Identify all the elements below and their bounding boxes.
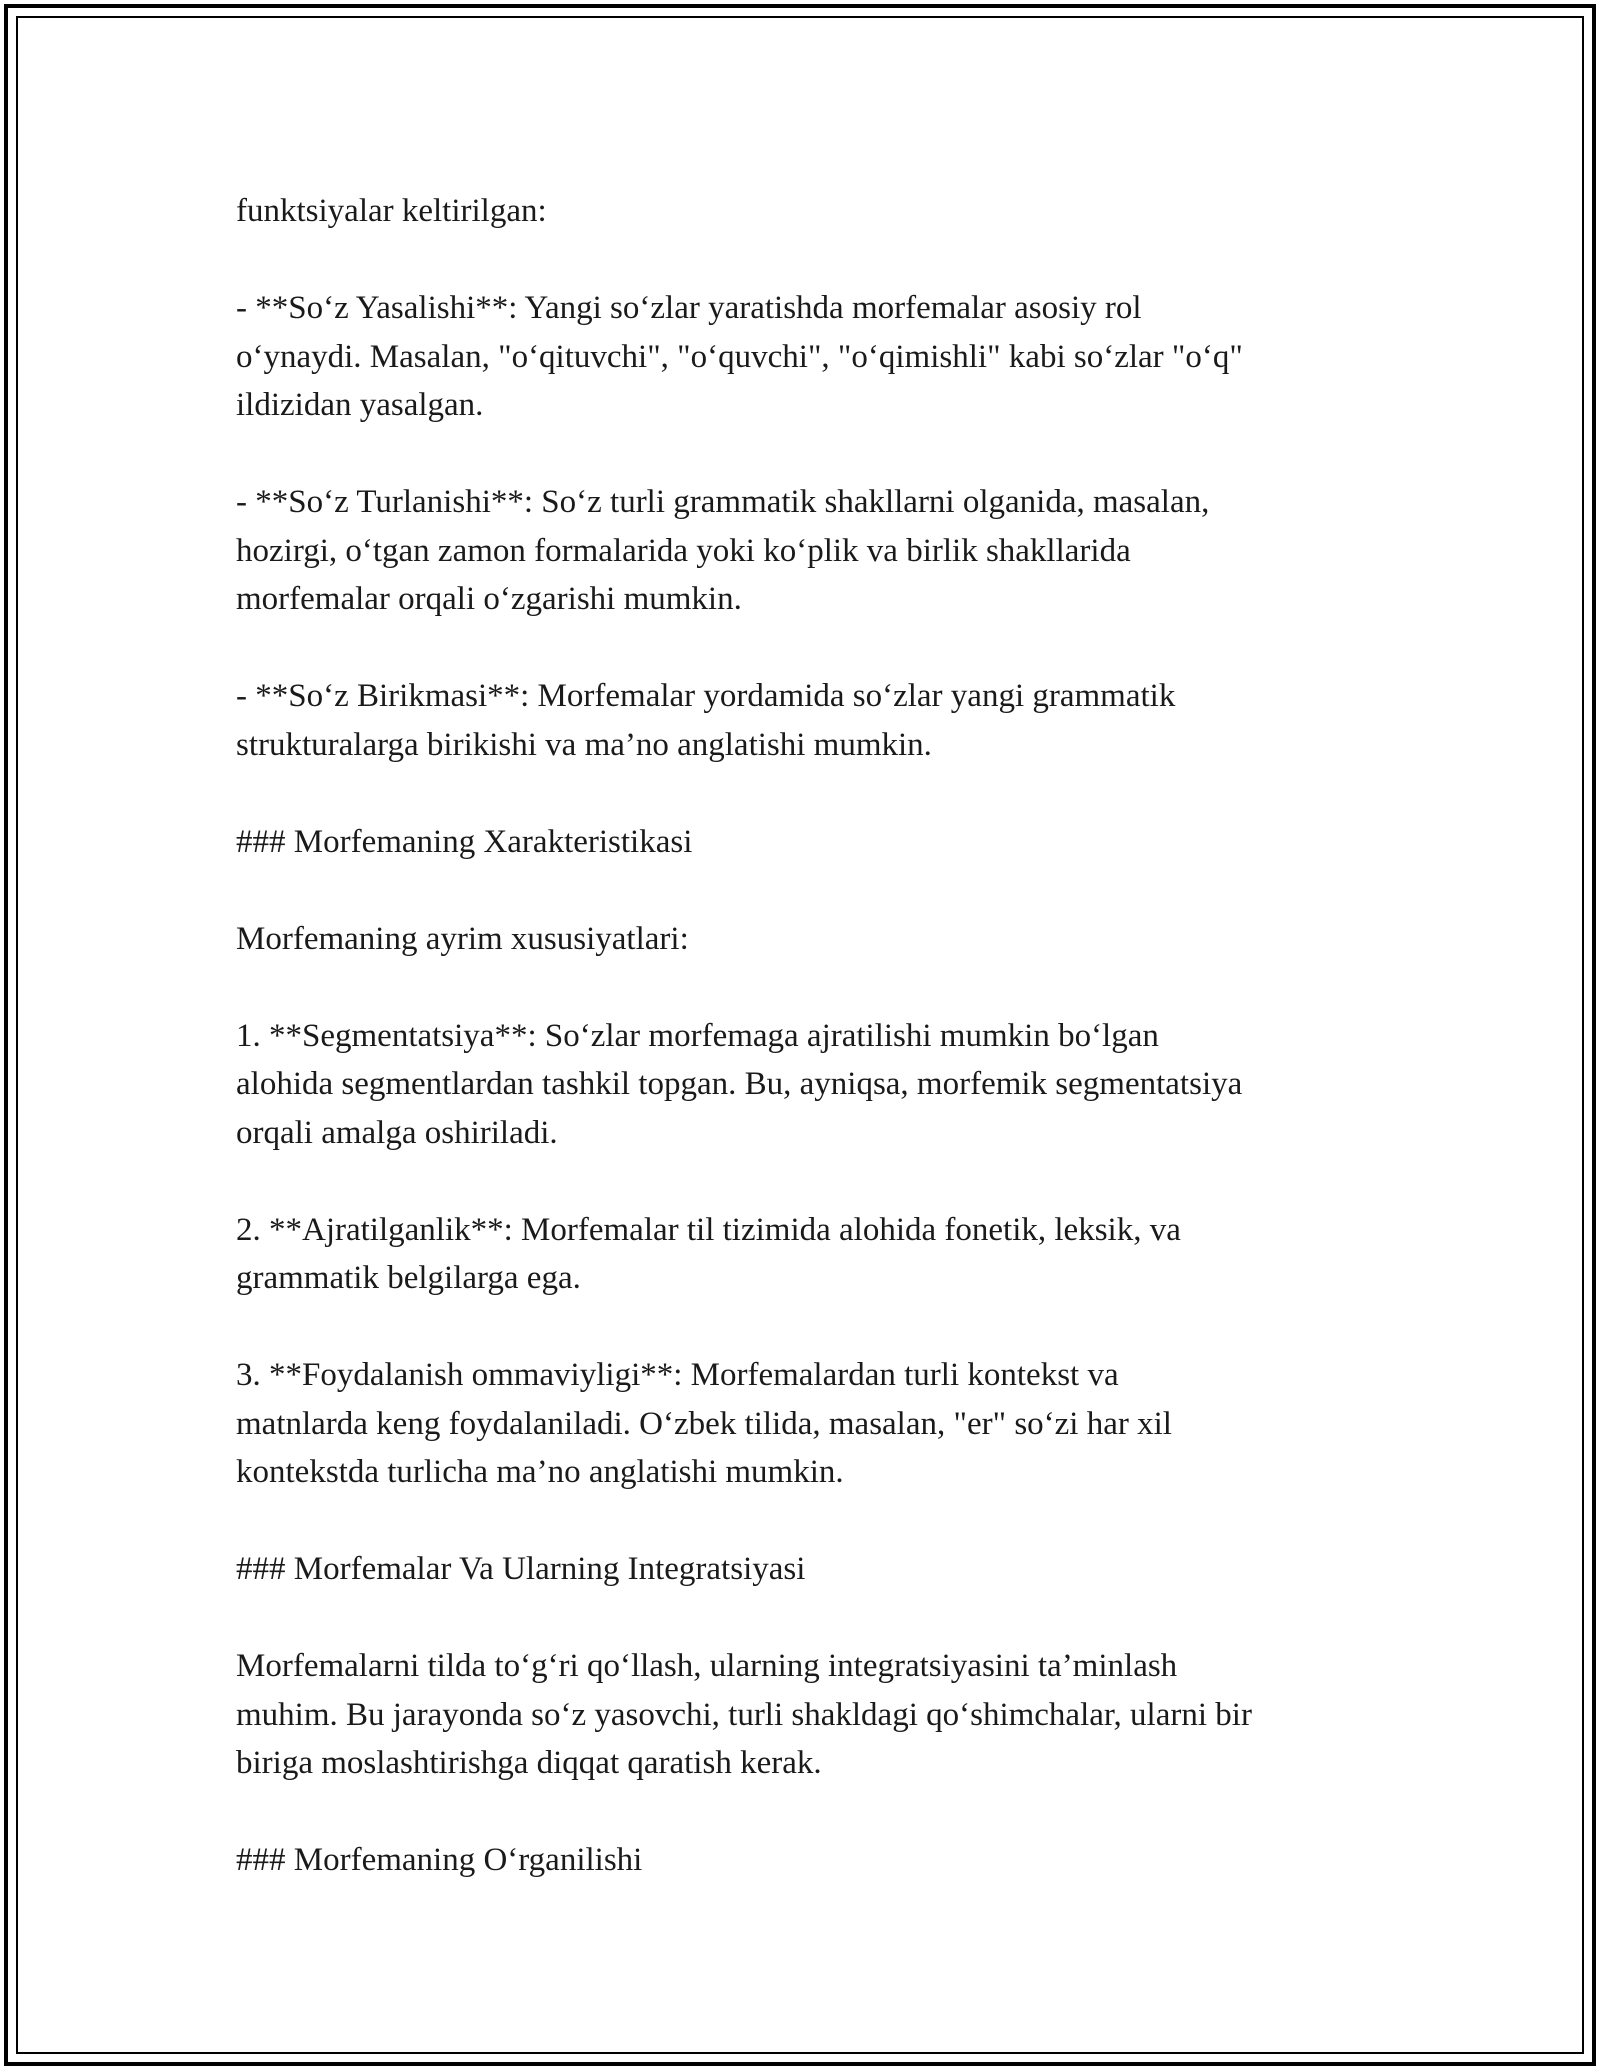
text-line: ### Morfemaning Xarakteristikasi [236,823,693,860]
text-line: ildizidan yasalgan. [236,387,484,423]
heading-integratsiyasi [236,1545,1416,1594]
text-line: ### Morfemaning O‘rganilishi [236,1842,643,1878]
text-line: strukturalarga birikishi va ma’no anglatishi mumkin. [236,726,932,763]
text-line: orqali amalga oshiriladi. [236,1114,558,1151]
text-line: ### Morfemalar Va Ularning Integratsiyasi [236,1551,806,1587]
list-item-ajratilganlik [236,1206,1416,1303]
text-line: funktsiyalar keltirilgan: [236,193,547,229]
text-line: - **So‘z Birikmasi**: Morfemalar yordamida so‘zlar yangi grammatik [236,678,1176,714]
text-line: 1. **Segmentatsiya**: So‘zlar morfemaga ajratilishi mumkin bo‘lgan [236,1017,1159,1054]
text-line: muhim. Bu jarayonda so‘z yasovchi, turli shakldagi qo‘shimchalar, ularni bir [236,1696,1252,1733]
paragraph-integratsiya [236,1642,1416,1788]
paragraph-soz-birikmasi [236,672,1416,769]
paragraph-soz-turlanishi [236,478,1416,624]
list-item-foydalanish [236,1351,1416,1497]
text-line: 3. **Foydalanish ommaviyligi**: Morfemalardan turli kontekst va [236,1357,1119,1393]
text-line: - **So‘z Yasalishi**: Yangi so‘zlar yaratishda morfemalar asosiy rol [236,290,1142,326]
text-line: matnlarda keng foydalaniladi. O‘zbek tilida, masalan, "er" so‘zi har xil [236,1405,1172,1442]
text-line: kontekstda turlicha ma’no anglatishi mumkin. [236,1454,844,1490]
text-line: grammatik belgilarga ega. [236,1260,581,1296]
list-item-segmentatsiya [236,1012,1416,1158]
text-line: morfemalar orqali o‘zgarishi mumkin. [236,581,742,617]
heading-xarakteristikasi [236,818,1416,867]
paragraph-intro [236,187,1416,236]
text-line: alohida segmentlardan tashkil topgan. Bu, ayniqsa, morfemik segmentatsiya [236,1066,1243,1102]
text-line: Morfemalarni tilda to‘g‘ri qo‘llash, ularning integratsiyasini ta’minlash [236,1648,1178,1684]
heading-organilishi [236,1836,1416,1885]
text-line: biriga moslashtirishga diqqat qaratish kerak. [236,1745,822,1781]
document-body [236,187,1416,1885]
text-line: hozirgi, o‘tgan zamon formalarida yoki ko‘plik va birlik shakllarida [236,532,1131,569]
paragraph-soz-yasalishi [236,284,1416,430]
text-line: Morfemaning ayrim xususiyatlari: [236,920,689,957]
text-line: 2. **Ajratilganlik**: Morfemalar til tizimida alohida fonetik, leksik, va [236,1211,1181,1248]
paragraph-xususiyatlari [236,915,1416,964]
text-line: o‘ynaydi. Masalan, "o‘qituvchi", "o‘quvchi", "o‘qimishli" kabi so‘zlar "o‘q" [236,338,1243,375]
text-line: - **So‘z Turlanishi**: So‘z turli grammatik shakllarni olganida, masalan, [236,484,1210,520]
